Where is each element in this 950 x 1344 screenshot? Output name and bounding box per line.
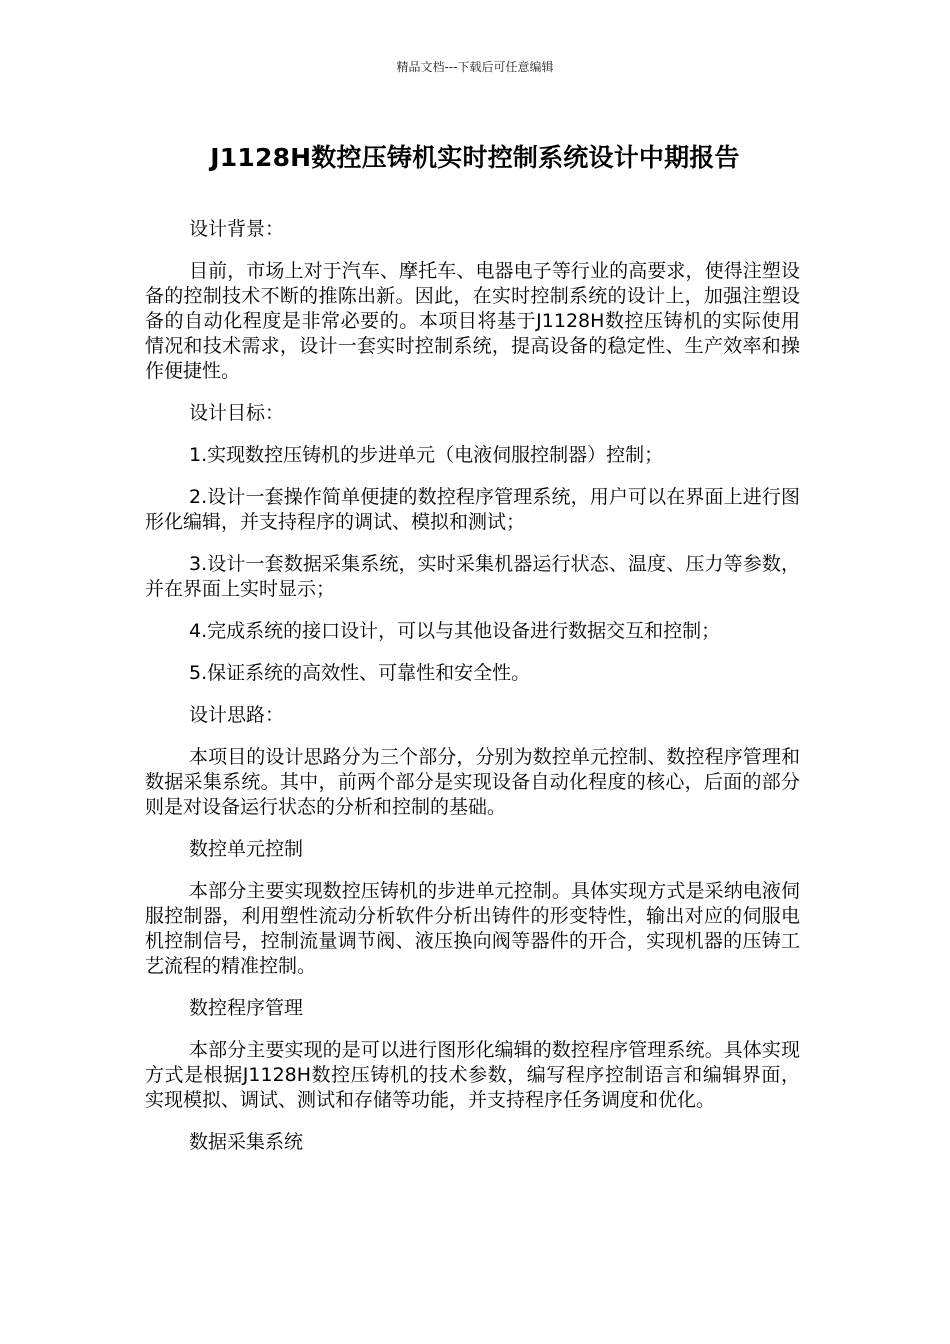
heading-cnc-unit-control: 数控单元控制: [189, 838, 304, 860]
paragraph-cnc-unit-control: 本部分主要实现数控压铸机的步进单元控制。具体实现方式是采纳电液伺服控制器，利用塑性流动分析软件分析出铸件的形变特性，输出对应的伺服电机控制信号，控制流量调节阀、液压换向阀等器件的开合，实现机器的压铸工艺流程的精准控制。: [145, 880, 800, 977]
goal-item-2: 2.设计一套操作简单便捷的数控程序管理系统，用户可以在界面上进行图形化编辑，并支持程序的调试、模拟和测试；: [145, 486, 800, 533]
heading-design-goals: 设计目标：: [189, 402, 285, 424]
goal-item-5: 5.保证系统的高效性、可靠性和安全性。: [189, 662, 531, 684]
goal-item-4: 4.完成系统的接口设计，可以与其他设备进行数据交互和控制；: [189, 620, 721, 642]
goal-item-1: 1.实现数控压铸机的步进单元（电液伺服控制器）控制；: [189, 444, 664, 466]
heading-data-acquisition: 数据采集系统: [189, 1131, 304, 1153]
page-header-note: 精品文档---下载后可任意编辑: [396, 60, 554, 74]
heading-cnc-program-management: 数控程序管理: [189, 997, 304, 1019]
heading-design-approach: 设计思路：: [189, 704, 285, 726]
heading-design-background: 设计背景：: [189, 218, 285, 240]
goal-item-3: 3.设计一套数据采集系统，实时采集机器运行状态、温度、压力等参数，并在界面上实时显示；: [145, 553, 800, 600]
document-title: J1128H数控压铸机实时控制系统设计中期报告: [210, 143, 740, 172]
paragraph-cnc-program-management: 本部分主要实现的是可以进行图形化编辑的数控程序管理系统。具体实现方式是根据J1128H数控压铸机的技术参数，编写程序控制语言和编辑界面，实现模拟、调试、测试和存储等功能，并支持程序任务调度和优化。: [145, 1039, 800, 1111]
paragraph-background: 目前，市场上对于汽车、摩托车、电器电子等行业的高要求，使得注塑设备的控制技术不断的推陈出新。因此，在实时控制系统的设计上，加强注塑设备的自动化程度是非常必要的。本项目将基于J1128H数控压铸机的实际使用情况和技术需求，设计一套实时控制系统，提高设备的稳定性、生产效率和操作便捷性。: [145, 260, 800, 382]
document-body: [145, 217, 800, 1172]
paragraph-approach: 本项目的设计思路分为三个部分，分别为数控单元控制、数控程序管理和数据采集系统。其中，前两个部分是实现设备自动化程度的核心，后面的部分则是对设备运行状态的分析和控制的基础。: [145, 746, 800, 818]
